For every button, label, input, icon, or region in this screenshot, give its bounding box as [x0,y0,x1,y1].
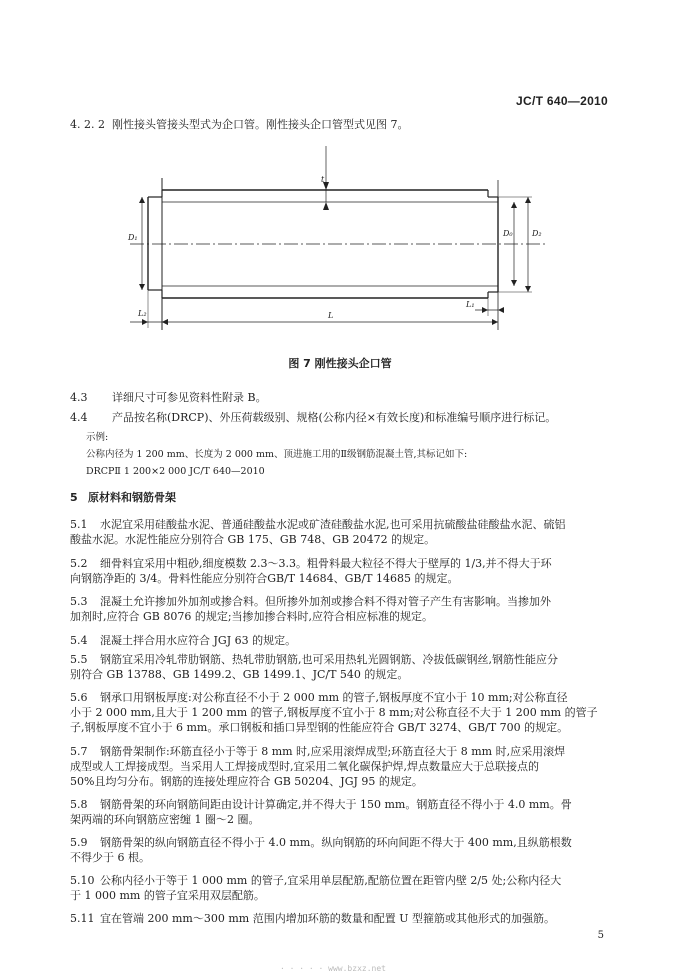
figure-7-drawing [120,140,560,340]
example-line-2: DRCPⅡ 1 200×2 000 JC/T 640—2010 [86,466,265,477]
clause-number: 5.10 [70,874,95,887]
clause-number: 4.4 [70,411,88,424]
clause-4-4 [70,410,556,425]
clause-line: 别符合 GB 13788、GB 1499.2、GB 1499.1、JC/T 540 的规定。 [70,668,409,681]
clause-line: 宜在管端 200 mm～300 mm 范围内增加环筋的数量和配置 U 型箍筋或其他形式的加强筋。 [100,912,555,925]
dim-label-d1: D₁ [128,233,138,242]
clause-line: 子,钢板厚度不宜小于 6 mm。承口钢板和插口异型钢的性能应符合 GB/T 3274、GB/T 700 的规定。 [70,721,569,734]
clause-5-11 [70,911,555,926]
clause-line: 小于 2 000 mm,且大于 1 200 mm 的管子,钢板厚度不宜小于 8 mm;对公称直径不大于 1 200 mm 的管子 [70,706,598,719]
clause-number: 5.3 [70,595,88,608]
clause-line: 成型或人工焊接成型。当采用人工焊接成型时,宜采用二氧化碳保护焊,焊点数量应大于总联接点的 [70,760,539,773]
clause-number: 5.2 [70,557,88,570]
clause-line: 钢筋骨架制作:环筋直径小于等于 8 mm 时,应采用滚焊成型;环筋直径大于 8 mm 时,应采用滚焊 [100,745,566,758]
clause-5-5 [70,652,558,682]
clause-line: 向钢筋净距的 3/4。骨料性能应分别符合GB/T 14684、GB/T 14685 的规定。 [70,572,459,585]
footer-watermark: · · · · · www.bzxz.net [280,964,386,973]
clause-line: 加剂时,应符合 GB 8076 的规定;当掺加掺合料时,应符合相应标准的规定。 [70,610,434,623]
clause-4-2-2 [70,117,409,132]
dim-label-l2: L₂ [138,309,147,318]
clause-5-10 [70,873,561,903]
example-label: 示例: [86,432,109,443]
clause-text: 详细尺寸可参见资料性附录 B。 [112,391,267,404]
section-5-heading [70,490,176,505]
figure-caption: 图 7 刚性接头企口管 [288,357,392,370]
document-code: JC/T 640—2010 [516,94,608,108]
clause-5-1 [70,517,566,547]
clause-5-8 [70,797,572,827]
dim-label-l: L [328,311,334,320]
clause-line: 酸盐水泥。水泥性能应分别符合 GB 175、GB 748、GB 20472 的规定。 [70,533,436,546]
dim-label-d0: D₀ [503,229,513,238]
clause-line: 于 1 000 mm 的管子宜采用双层配筋。 [70,889,265,902]
clause-text: 刚性接头管接头型式为企口管。刚性接头企口管型式见图 7。 [112,118,409,131]
clause-line: 50%且均匀分布。钢筋的连接处理应符合 GB 50204、JGJ 95 的规定。 [70,775,423,788]
clause-number: 5.1 [70,518,88,531]
clause-number: 5.5 [70,653,88,666]
clause-5-4 [70,633,296,648]
clause-number: 4. 2. 2 [70,118,105,131]
example-line-1: 公称内径为 1 200 mm、长度为 2 000 mm、顶进施工用的Ⅱ级钢筋混凝土管,其标记如下: [86,449,468,460]
clause-line: 钢承口用钢板厚度:对公称直径不小于 2 000 mm 的管子,钢板厚度不宜小于 10 mm;对公称直径 [100,691,568,704]
clause-5-2 [70,556,552,586]
clause-number: 5.6 [70,691,88,704]
dim-label-t: t [321,175,325,184]
clause-line: 不得少于 6 根。 [70,851,150,864]
section-title: 原材料和钢筋骨架 [88,491,176,504]
clause-line: 细骨料宜采用中粗砂,细度模数 2.3～3.3。粗骨料最大粒径不得大于壁厚的 1/3,并不得大于环 [100,557,552,570]
clause-number: 5.11 [70,912,95,925]
clause-line: 钢筋骨架的环向钢筋间距由设计计算确定,并不得大于 150 mm。钢筋直径不得小于 4.0 mm。骨 [100,798,572,811]
clause-number: 5.9 [70,836,88,849]
clause-number: 5.4 [70,634,88,647]
clause-number: 4.3 [70,391,88,404]
section-number: 5 [70,491,78,504]
clause-5-3 [70,594,551,624]
clause-number: 5.8 [70,798,88,811]
clause-line: 架两端的环向钢筋应密缠 1 圈～2 圈。 [70,813,260,826]
page-number: 5 [597,930,604,941]
dim-label-d2: D₂ [532,229,542,238]
clause-4-3 [70,390,267,405]
clause-text: 产品按名称(DRCP)、外压荷载级别、规格(公称内径×有效长度)和标准编号顺序进行标记。 [112,411,557,424]
clause-line: 混凝土允许掺加外加剂或掺合料。但所掺外加剂或掺合料不得对管子产生有害影响。当掺加外 [100,595,551,608]
clause-5-9 [70,835,572,865]
clause-line: 混凝土拌合用水应符合 JGJ 63 的规定。 [100,634,297,647]
dim-label-l1: L₁ [466,300,475,309]
clause-line: 水泥宜采用硅酸盐水泥、普通硅酸盐水泥或矿渣硅酸盐水泥,也可采用抗硫酸盐硅酸盐水泥、硫铝 [100,518,566,531]
clause-line: 钢筋宜采用冷轧带肋钢筋、热轧带肋钢筋,也可采用热轧光圆钢筋、冷拔低碳钢丝,钢筋性能应分 [100,653,558,666]
clause-5-6 [70,690,598,735]
clause-line: 公称内径小于等于 1 000 mm 的管子,宜采用单层配筋,配筋位置在距管内壁 2/5 处;公称内径大 [100,874,562,887]
clause-number: 5.7 [70,745,88,758]
clause-line: 钢筋骨架的纵向钢筋直径不得小于 4.0 mm。纵向钢筋的环向间距不得大于 400 mm,且纵筋根数 [100,836,572,849]
clause-5-7 [70,744,565,789]
